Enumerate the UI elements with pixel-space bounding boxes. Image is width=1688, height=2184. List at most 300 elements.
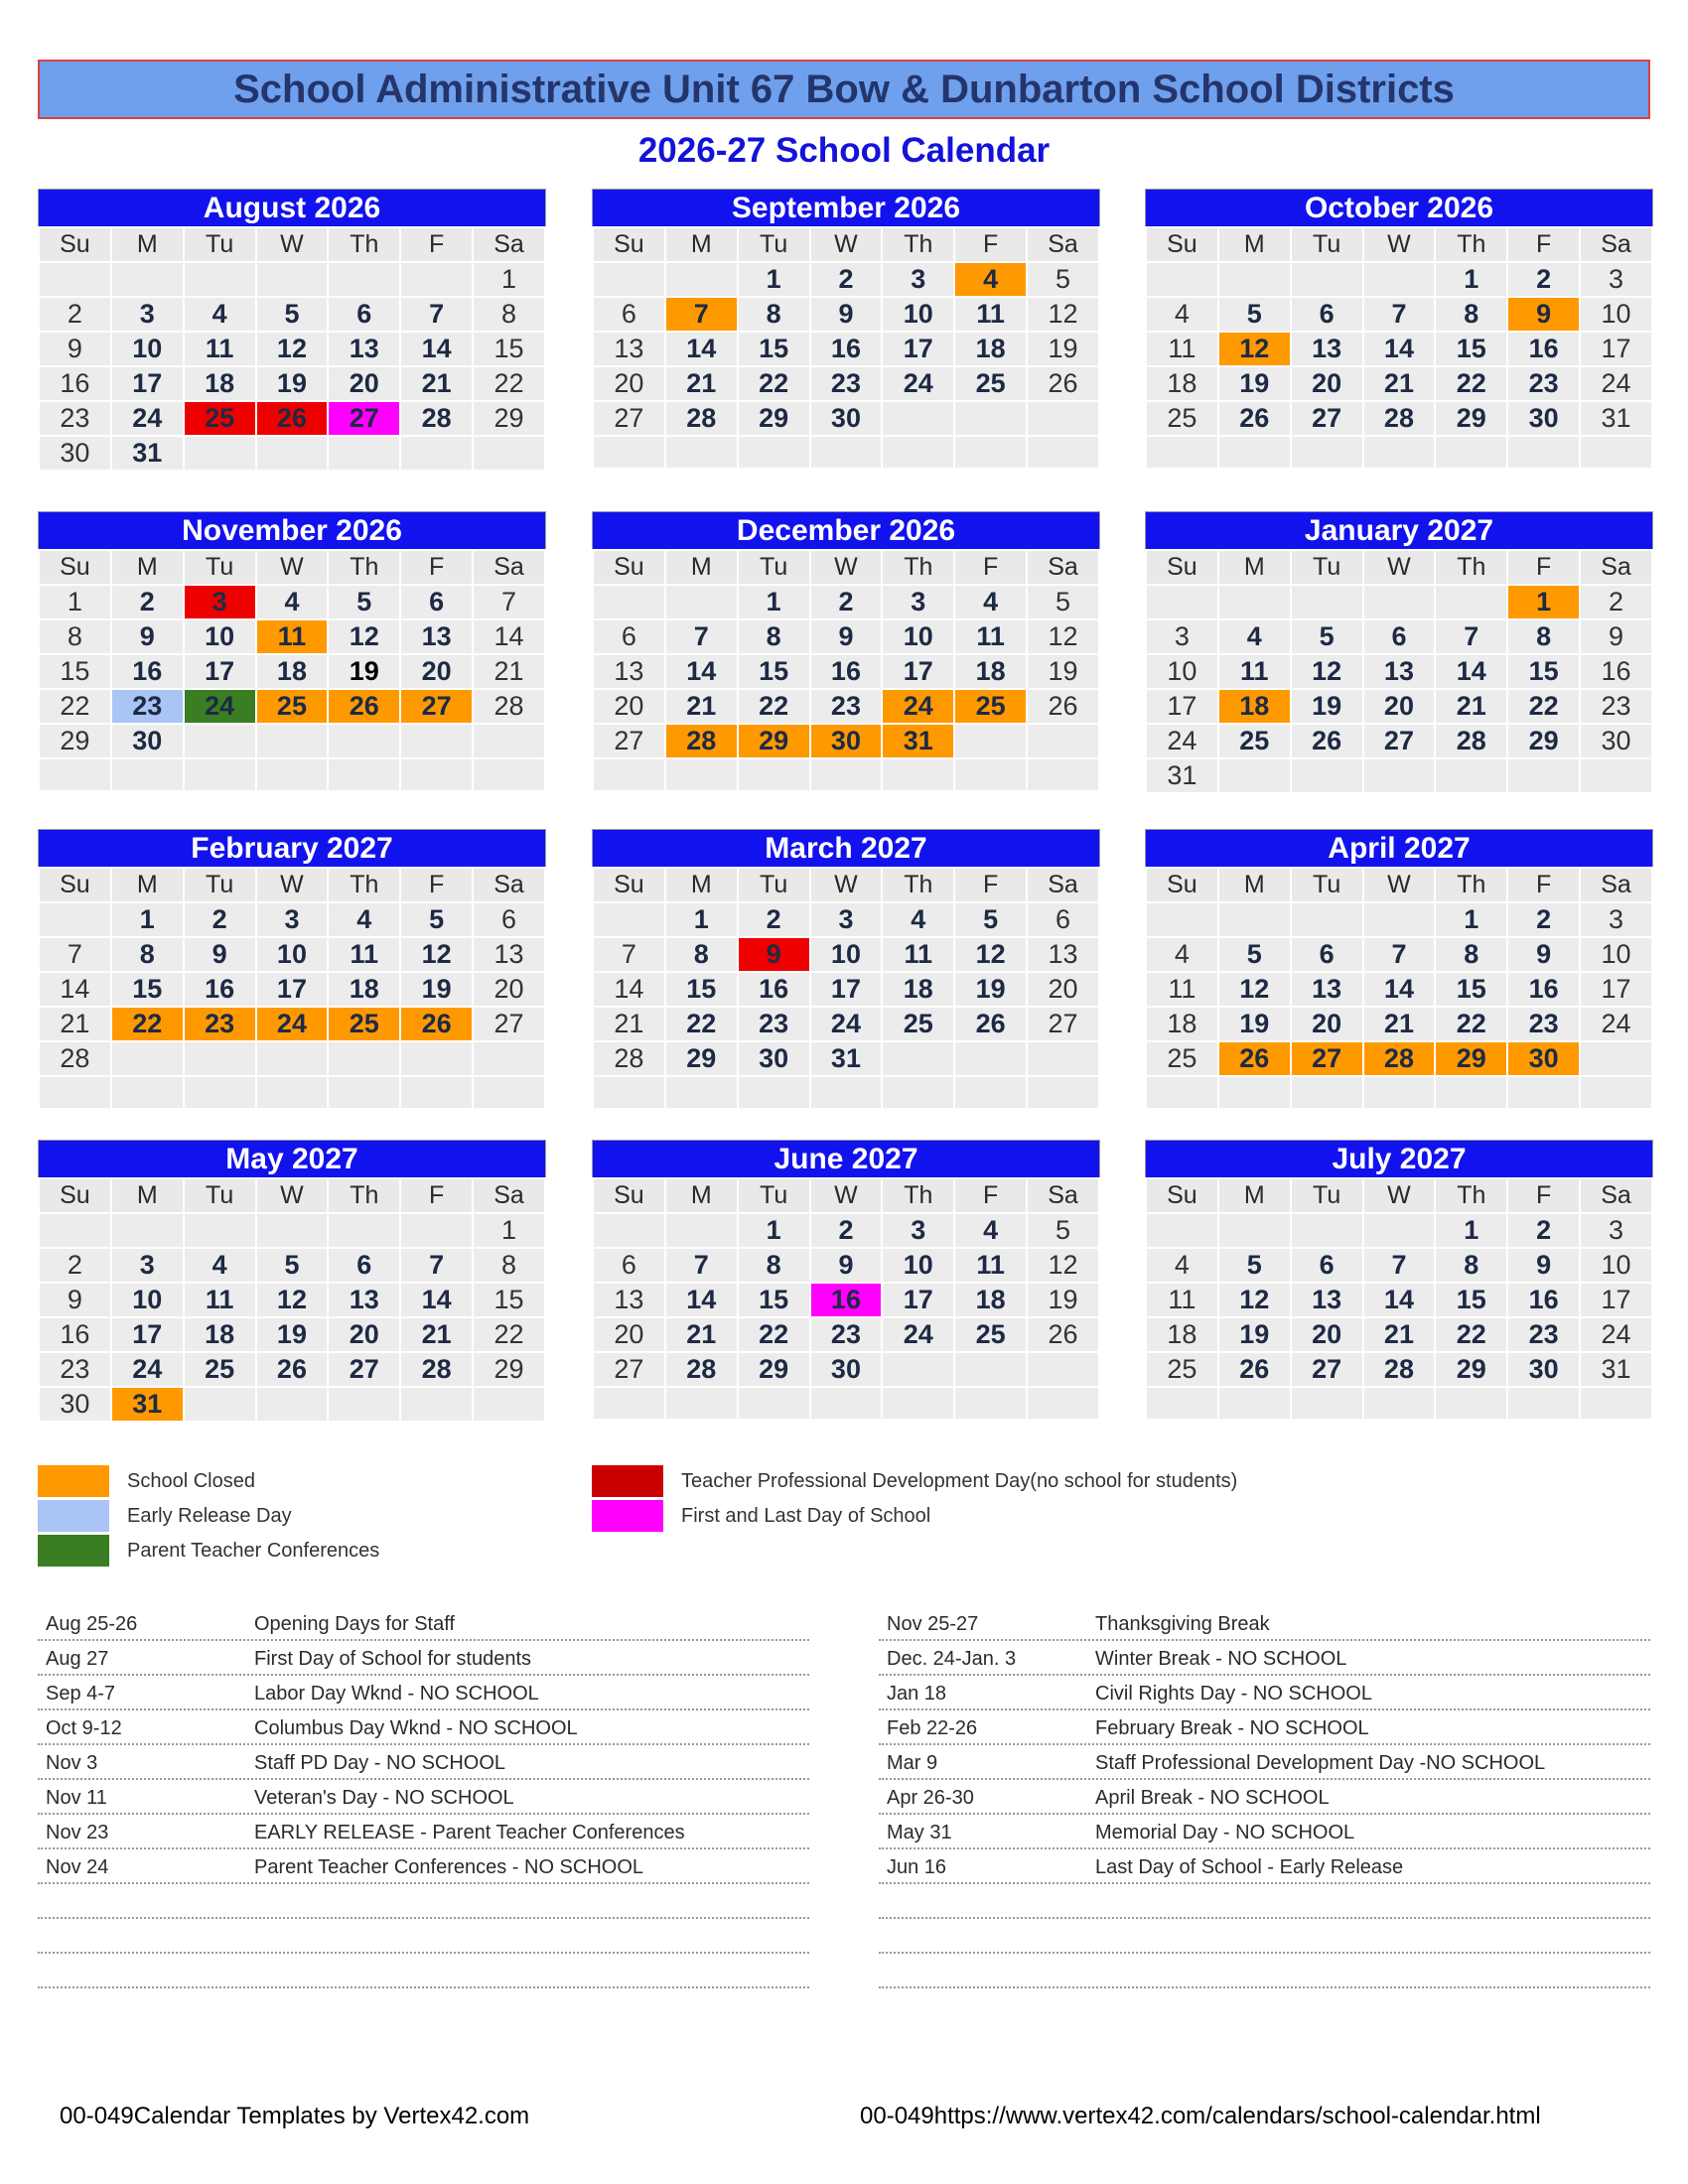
month-days-table — [592, 867, 1100, 1110]
day-cell: 10 — [111, 1283, 184, 1317]
day-cell: 5 — [400, 902, 473, 937]
empty-day-cell — [473, 1387, 545, 1422]
day-cell: 14 — [473, 619, 545, 654]
weekday-label: Th — [882, 1178, 954, 1213]
weekday-label: F — [400, 227, 473, 262]
day-cell: 24 — [882, 689, 954, 724]
empty-day-cell — [810, 1387, 883, 1420]
day-cell: 24 — [111, 401, 184, 436]
day-cell: 18 — [954, 1283, 1027, 1317]
day-cell: 9 — [810, 619, 883, 654]
day-cell: 7 — [665, 1248, 738, 1283]
weekday-label: Sa — [473, 1178, 545, 1213]
event-row — [38, 1954, 809, 1988]
day-cell: 19 — [1218, 1007, 1291, 1041]
day-cell: 19 — [954, 972, 1027, 1007]
event-date: Feb 22-26 — [887, 1717, 978, 1739]
weekday-label: Tu — [1291, 1178, 1363, 1213]
day-cell: 31 — [1580, 401, 1652, 436]
month-december-2026 — [592, 511, 1100, 792]
day-cell: 10 — [882, 1248, 954, 1283]
day-cell: 28 — [593, 1041, 665, 1076]
legend-swatch — [38, 1535, 109, 1567]
day-cell: 28 — [400, 401, 473, 436]
weekday-label: W — [256, 550, 329, 585]
day-cell: 25 — [184, 1352, 256, 1387]
day-cell: 21 — [1363, 1317, 1436, 1352]
weekday-label: Tu — [184, 868, 256, 902]
day-cell: 19 — [1027, 332, 1099, 366]
empty-day-cell — [400, 758, 473, 791]
day-cell: 8 — [473, 297, 545, 332]
day-cell: 6 — [328, 297, 400, 332]
week-row — [39, 972, 545, 1007]
day-cell: 28 — [473, 689, 545, 724]
day-cell: 20 — [328, 366, 400, 401]
month-title: August 2026 — [38, 189, 546, 226]
day-cell: 29 — [473, 1352, 545, 1387]
legend-parent-teacher-conferences — [38, 1535, 379, 1567]
empty-day-cell — [954, 1076, 1027, 1109]
day-cell: 27 — [1291, 1352, 1363, 1387]
day-cell: 22 — [738, 1317, 810, 1352]
day-cell: 23 — [1580, 689, 1652, 724]
day-cell: 15 — [665, 972, 738, 1007]
weekday-label: Sa — [1027, 550, 1099, 585]
day-cell: 6 — [473, 902, 545, 937]
week-row — [39, 902, 545, 937]
week-row — [39, 332, 545, 366]
legend-label: Teacher Professional Development Day(no school for students) — [681, 1469, 1238, 1492]
day-cell: 5 — [1027, 1213, 1099, 1248]
weekday-label: F — [954, 550, 1027, 585]
month-october-2026 — [1145, 189, 1653, 470]
week-row — [1146, 1076, 1652, 1109]
day-cell: 17 — [111, 1317, 184, 1352]
week-row — [593, 724, 1099, 758]
day-cell: 5 — [1027, 262, 1099, 297]
event-description: First Day of School for students — [254, 1648, 532, 1670]
empty-day-cell — [256, 1387, 329, 1422]
day-cell: 11 — [882, 937, 954, 972]
day-cell: 3 — [184, 585, 256, 619]
empty-day-cell — [665, 262, 738, 297]
day-cell: 6 — [1363, 619, 1436, 654]
empty-day-cell — [1027, 1076, 1099, 1109]
day-cell: 1 — [738, 262, 810, 297]
day-cell: 31 — [1146, 758, 1218, 793]
empty-day-cell — [882, 758, 954, 791]
day-cell: 21 — [665, 366, 738, 401]
empty-day-cell — [1027, 401, 1099, 436]
day-cell: 12 — [1027, 297, 1099, 332]
week-row — [593, 689, 1099, 724]
day-cell: 7 — [1363, 937, 1436, 972]
empty-day-cell — [954, 401, 1027, 436]
weekday-label: Tu — [738, 1178, 810, 1213]
event-description: April Break - NO SCHOOL — [1095, 1787, 1330, 1809]
week-row — [1146, 1317, 1652, 1352]
day-cell: 13 — [473, 937, 545, 972]
day-cell: 26 — [400, 1007, 473, 1041]
day-cell: 28 — [39, 1041, 111, 1076]
empty-day-cell — [1291, 902, 1363, 937]
day-cell: 23 — [184, 1007, 256, 1041]
day-cell: 15 — [1435, 972, 1507, 1007]
day-cell: 21 — [400, 1317, 473, 1352]
weekday-label: Sa — [1580, 868, 1652, 902]
empty-day-cell — [1363, 585, 1436, 619]
week-row — [1146, 1248, 1652, 1283]
day-cell: 26 — [256, 1352, 329, 1387]
day-cell: 11 — [1146, 332, 1218, 366]
day-cell: 10 — [1580, 1248, 1652, 1283]
day-cell: 13 — [400, 619, 473, 654]
week-row — [39, 401, 545, 436]
empty-day-cell — [1146, 585, 1218, 619]
week-row — [39, 366, 545, 401]
day-cell: 3 — [1146, 619, 1218, 654]
day-cell: 28 — [1363, 401, 1436, 436]
day-cell: 12 — [1218, 972, 1291, 1007]
day-cell: 25 — [954, 366, 1027, 401]
day-cell: 9 — [111, 619, 184, 654]
week-row — [39, 1041, 545, 1076]
empty-day-cell — [882, 1076, 954, 1109]
month-days-table — [592, 226, 1100, 470]
day-cell: 28 — [1435, 724, 1507, 758]
empty-day-cell — [111, 1041, 184, 1076]
weekday-label: W — [1363, 550, 1436, 585]
day-cell: 13 — [593, 1283, 665, 1317]
month-title: April 2027 — [1145, 829, 1653, 867]
weekday-label: Tu — [184, 227, 256, 262]
week-row — [593, 937, 1099, 972]
day-cell: 4 — [954, 585, 1027, 619]
legend-first-last-day — [592, 1500, 930, 1532]
day-cell: 2 — [810, 585, 883, 619]
day-cell: 17 — [882, 654, 954, 689]
day-cell: 18 — [1218, 689, 1291, 724]
day-cell: 8 — [39, 619, 111, 654]
event-row — [879, 1745, 1650, 1780]
day-cell: 20 — [1363, 689, 1436, 724]
district-title-banner — [38, 60, 1650, 119]
day-cell: 27 — [328, 401, 400, 436]
empty-day-cell — [1027, 436, 1099, 469]
month-title: September 2026 — [592, 189, 1100, 226]
weekday-label: F — [954, 1178, 1027, 1213]
day-cell: 24 — [810, 1007, 883, 1041]
event-date: Sep 4-7 — [46, 1683, 116, 1705]
day-cell: 10 — [184, 619, 256, 654]
day-cell: 7 — [1435, 619, 1507, 654]
day-cell: 20 — [593, 1317, 665, 1352]
day-cell: 15 — [1507, 654, 1580, 689]
weekday-label: Tu — [738, 868, 810, 902]
day-cell: 7 — [1363, 297, 1436, 332]
weekday-label: M — [665, 868, 738, 902]
day-cell: 24 — [111, 1352, 184, 1387]
day-cell: 26 — [954, 1007, 1027, 1041]
week-row — [39, 1352, 545, 1387]
empty-day-cell — [1363, 1076, 1436, 1109]
empty-day-cell — [1507, 436, 1580, 469]
week-row — [593, 1283, 1099, 1317]
day-cell: 17 — [256, 972, 329, 1007]
empty-day-cell — [1027, 1041, 1099, 1076]
day-cell: 7 — [665, 619, 738, 654]
weekday-label: Sa — [473, 550, 545, 585]
empty-day-cell — [665, 585, 738, 619]
day-cell: 27 — [593, 724, 665, 758]
legend-school-closed — [38, 1465, 255, 1497]
month-title: February 2027 — [38, 829, 546, 867]
day-cell: 26 — [1218, 1352, 1291, 1387]
day-cell: 6 — [593, 1248, 665, 1283]
event-description: Memorial Day - NO SCHOOL — [1095, 1822, 1355, 1843]
empty-day-cell — [665, 758, 738, 791]
empty-day-cell — [593, 1387, 665, 1420]
day-cell: 29 — [1435, 1352, 1507, 1387]
week-row — [1146, 1213, 1652, 1248]
legend-swatch — [38, 1500, 109, 1532]
day-cell: 27 — [593, 1352, 665, 1387]
day-cell: 20 — [400, 654, 473, 689]
month-days-table — [1145, 226, 1653, 470]
day-cell: 20 — [328, 1317, 400, 1352]
week-row — [1146, 972, 1652, 1007]
day-cell: 9 — [39, 1283, 111, 1317]
week-row — [39, 1317, 545, 1352]
empty-day-cell — [400, 1041, 473, 1076]
day-cell: 15 — [738, 1283, 810, 1317]
empty-day-cell — [665, 436, 738, 469]
event-row — [38, 1815, 809, 1849]
day-cell: 25 — [954, 1317, 1027, 1352]
weekday-label: Tu — [1291, 868, 1363, 902]
empty-day-cell — [473, 724, 545, 758]
day-cell: 12 — [1291, 654, 1363, 689]
day-cell: 2 — [810, 262, 883, 297]
day-cell: 7 — [400, 1248, 473, 1283]
day-cell: 25 — [1218, 724, 1291, 758]
month-days-table — [38, 867, 546, 1110]
day-cell: 27 — [593, 401, 665, 436]
day-cell: 31 — [1580, 1352, 1652, 1387]
empty-day-cell — [39, 902, 111, 937]
day-cell: 20 — [473, 972, 545, 1007]
empty-day-cell — [184, 758, 256, 791]
day-cell: 10 — [256, 937, 329, 972]
day-cell: 12 — [1218, 332, 1291, 366]
empty-day-cell — [1580, 1076, 1652, 1109]
week-row — [39, 1248, 545, 1283]
empty-day-cell — [1146, 1387, 1218, 1420]
event-date: Dec. 24-Jan. 3 — [887, 1648, 1017, 1670]
day-cell: 8 — [738, 297, 810, 332]
day-cell: 12 — [400, 937, 473, 972]
day-cell: 27 — [1027, 1007, 1099, 1041]
weekday-label: M — [665, 1178, 738, 1213]
empty-day-cell — [256, 758, 329, 791]
empty-day-cell — [1291, 585, 1363, 619]
day-cell: 5 — [256, 297, 329, 332]
day-cell: 9 — [1507, 1248, 1580, 1283]
day-cell: 22 — [39, 689, 111, 724]
day-cell: 28 — [1363, 1352, 1436, 1387]
empty-day-cell — [1027, 1387, 1099, 1420]
day-cell: 11 — [1218, 654, 1291, 689]
day-cell: 16 — [1507, 1283, 1580, 1317]
event-description: Staff Professional Development Day -NO SCHOOL — [1095, 1752, 1546, 1774]
day-cell: 9 — [1507, 297, 1580, 332]
month-august-2026 — [38, 189, 546, 472]
day-cell: 31 — [882, 724, 954, 758]
footer-right: 00-049https://www.vertex42.com/calendars/school-calendar.html — [860, 2103, 1541, 2129]
weekday-label: F — [1507, 1178, 1580, 1213]
month-days-table — [38, 226, 546, 472]
empty-day-cell — [328, 1387, 400, 1422]
day-cell: 27 — [400, 689, 473, 724]
month-days-table — [1145, 1177, 1653, 1421]
weekday-label: Th — [882, 868, 954, 902]
day-cell: 9 — [1580, 619, 1652, 654]
day-cell: 8 — [738, 1248, 810, 1283]
day-cell: 22 — [111, 1007, 184, 1041]
empty-day-cell — [1146, 902, 1218, 937]
day-cell: 4 — [1146, 297, 1218, 332]
weekday-label: W — [810, 227, 883, 262]
day-cell: 14 — [1363, 332, 1436, 366]
legend-swatch — [592, 1500, 663, 1532]
day-cell: 17 — [1580, 332, 1652, 366]
day-cell: 29 — [738, 1352, 810, 1387]
day-cell: 4 — [954, 262, 1027, 297]
empty-day-cell — [184, 436, 256, 471]
empty-day-cell — [738, 758, 810, 791]
day-cell: 18 — [1146, 1317, 1218, 1352]
day-cell: 28 — [1363, 1041, 1436, 1076]
day-cell: 6 — [593, 297, 665, 332]
day-cell: 4 — [184, 1248, 256, 1283]
empty-day-cell — [1291, 1076, 1363, 1109]
day-cell: 29 — [1435, 401, 1507, 436]
day-cell: 12 — [328, 619, 400, 654]
day-cell: 10 — [1580, 297, 1652, 332]
weekday-label: Th — [1435, 550, 1507, 585]
day-cell: 2 — [39, 1248, 111, 1283]
empty-day-cell — [39, 758, 111, 791]
day-cell: 12 — [954, 937, 1027, 972]
day-cell: 3 — [1580, 1213, 1652, 1248]
day-cell: 12 — [1218, 1283, 1291, 1317]
day-cell: 16 — [810, 1283, 883, 1317]
weekday-label: M — [1218, 550, 1291, 585]
empty-day-cell — [1218, 436, 1291, 469]
day-cell: 2 — [1507, 262, 1580, 297]
weekday-label: M — [111, 227, 184, 262]
empty-day-cell — [1580, 1387, 1652, 1420]
day-cell: 13 — [1363, 654, 1436, 689]
empty-day-cell — [473, 758, 545, 791]
week-row — [593, 1007, 1099, 1041]
day-cell: 7 — [665, 297, 738, 332]
day-cell: 2 — [39, 297, 111, 332]
week-row — [39, 436, 545, 471]
week-row — [39, 1283, 545, 1317]
weekday-label: Sa — [1580, 1178, 1652, 1213]
day-cell: 24 — [882, 366, 954, 401]
footer-left: 00-049Calendar Templates by Vertex42.com — [60, 2103, 530, 2129]
weekday-label: W — [810, 550, 883, 585]
day-cell: 16 — [1580, 654, 1652, 689]
day-cell: 11 — [184, 332, 256, 366]
day-cell: 16 — [810, 332, 883, 366]
weekday-label: Su — [593, 868, 665, 902]
empty-day-cell — [39, 1213, 111, 1248]
day-cell: 31 — [111, 436, 184, 471]
day-cell: 27 — [328, 1352, 400, 1387]
week-row — [593, 297, 1099, 332]
month-days-table — [38, 1177, 546, 1423]
weekday-label: F — [400, 868, 473, 902]
empty-day-cell — [328, 1213, 400, 1248]
day-cell: 21 — [400, 366, 473, 401]
day-cell: 31 — [111, 1387, 184, 1422]
weekday-label: Su — [1146, 1178, 1218, 1213]
day-cell: 6 — [1027, 902, 1099, 937]
empty-day-cell — [1218, 1387, 1291, 1420]
week-row — [1146, 619, 1652, 654]
week-row — [593, 902, 1099, 937]
empty-day-cell — [593, 262, 665, 297]
event-description: Opening Days for Staff — [254, 1613, 455, 1635]
day-cell: 22 — [473, 1317, 545, 1352]
day-cell: 17 — [882, 1283, 954, 1317]
weekday-label: Su — [1146, 227, 1218, 262]
weekday-label: Th — [328, 1178, 400, 1213]
day-cell: 20 — [593, 366, 665, 401]
day-cell: 13 — [328, 332, 400, 366]
weekday-label: M — [111, 868, 184, 902]
day-cell: 7 — [1363, 1248, 1436, 1283]
weekday-label: M — [665, 550, 738, 585]
empty-day-cell — [1507, 758, 1580, 793]
day-cell: 17 — [111, 366, 184, 401]
day-cell: 23 — [810, 366, 883, 401]
day-cell: 12 — [256, 332, 329, 366]
weekday-label: Sa — [473, 868, 545, 902]
empty-day-cell — [954, 758, 1027, 791]
empty-day-cell — [1218, 1076, 1291, 1109]
day-cell: 3 — [810, 902, 883, 937]
empty-day-cell — [328, 758, 400, 791]
empty-day-cell — [882, 1041, 954, 1076]
day-cell: 25 — [328, 1007, 400, 1041]
empty-day-cell — [1435, 758, 1507, 793]
day-cell: 29 — [473, 401, 545, 436]
empty-day-cell — [1363, 1387, 1436, 1420]
day-cell: 17 — [184, 654, 256, 689]
day-cell: 14 — [1363, 972, 1436, 1007]
day-cell: 25 — [1146, 1352, 1218, 1387]
day-cell: 1 — [738, 1213, 810, 1248]
weekday-label: Su — [593, 1178, 665, 1213]
day-cell: 14 — [665, 1283, 738, 1317]
day-cell: 29 — [1507, 724, 1580, 758]
day-cell: 4 — [184, 297, 256, 332]
